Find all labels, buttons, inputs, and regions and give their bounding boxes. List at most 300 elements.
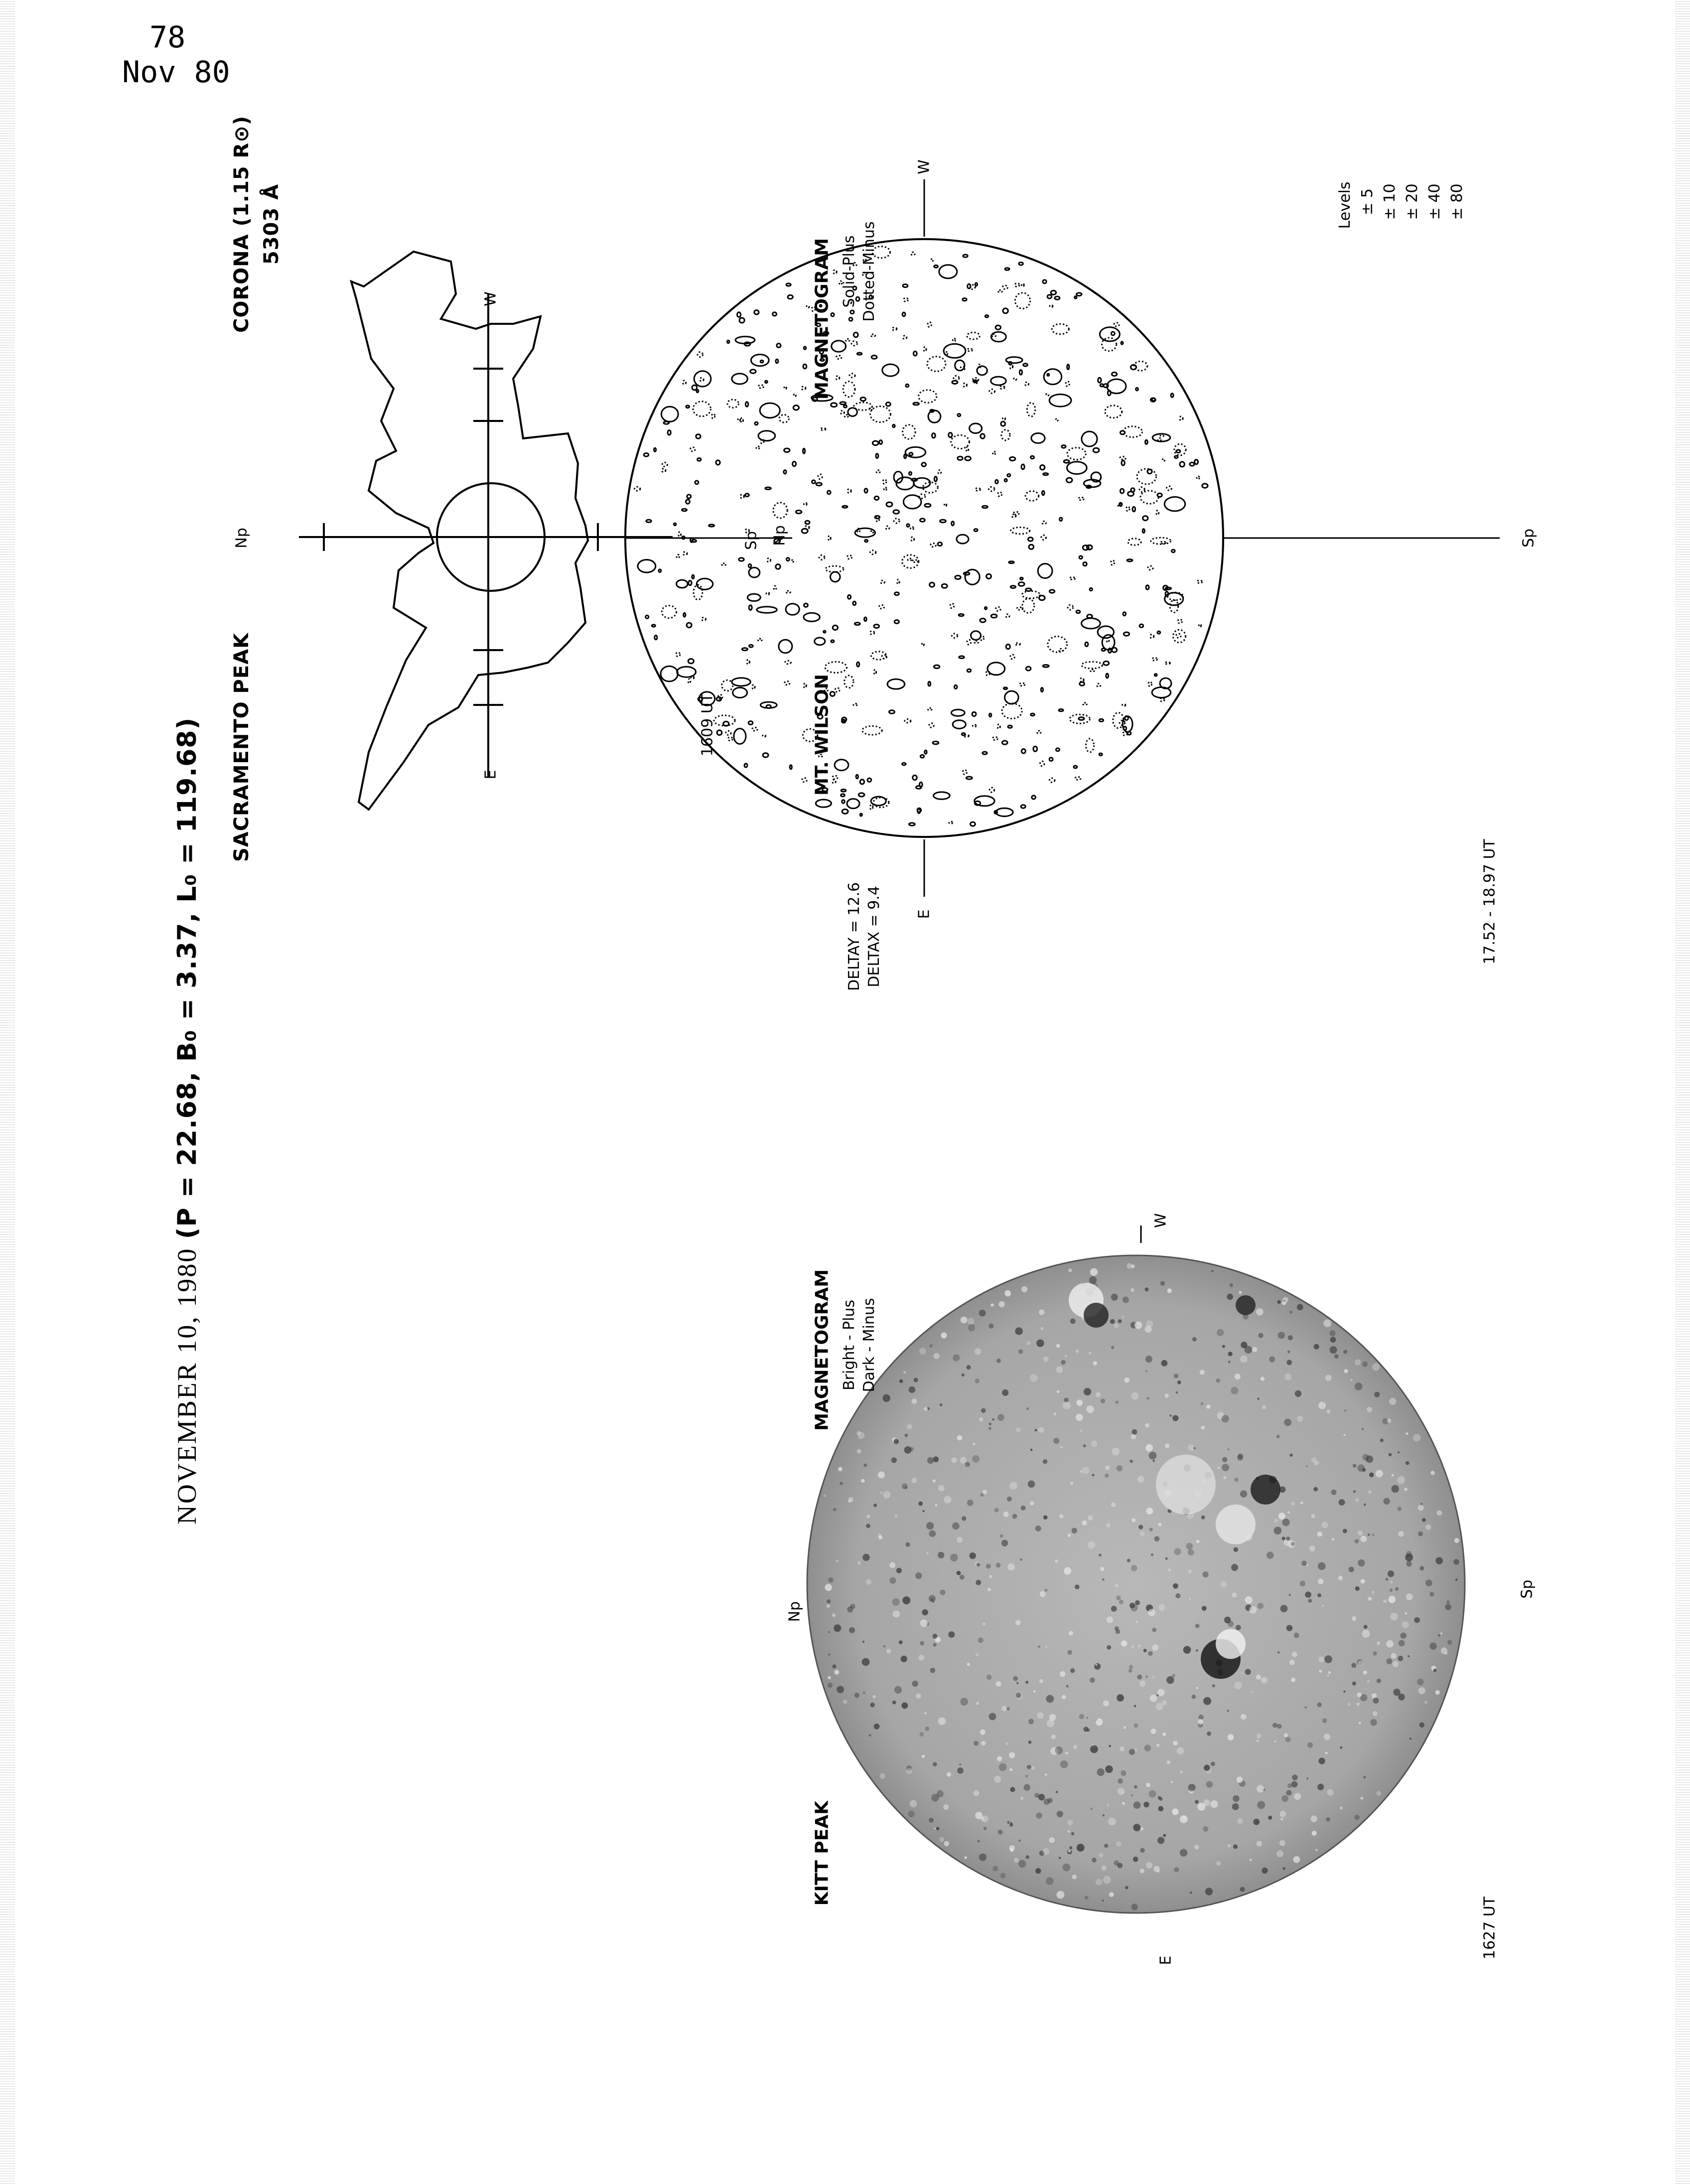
plus-polarity-speck bbox=[957, 1435, 963, 1441]
minus-polarity-speck bbox=[930, 1668, 936, 1673]
plus-polarity-speck bbox=[1010, 1848, 1014, 1852]
plus-polarity-speck bbox=[883, 1491, 891, 1499]
minus-polarity-speck bbox=[1349, 1567, 1354, 1572]
minus-polarity-speck bbox=[1090, 1808, 1093, 1810]
minus-polarity-speck bbox=[1418, 1531, 1423, 1536]
minus-polarity-speck bbox=[1147, 1397, 1149, 1399]
minus-polarity-speck bbox=[1343, 1529, 1347, 1533]
minus-polarity-speck bbox=[1038, 1645, 1040, 1648]
minus-polarity-speck bbox=[1018, 1840, 1020, 1842]
minus-polarity-speck bbox=[1429, 1642, 1436, 1649]
minus-polarity-speck bbox=[1268, 1816, 1272, 1820]
plus-polarity-speck bbox=[1158, 1604, 1165, 1611]
plus-polarity-speck bbox=[1441, 1647, 1447, 1654]
plus-polarity-speck bbox=[889, 1562, 895, 1568]
plus-polarity-speck bbox=[944, 1496, 951, 1503]
mtwilson-deltax: DELTAX = 9.4 bbox=[865, 886, 883, 987]
plus-polarity-speck bbox=[1001, 1706, 1007, 1711]
plus-polarity-speck bbox=[1056, 1344, 1060, 1348]
plus-polarity-speck bbox=[1196, 1687, 1198, 1689]
minus-polarity-speck bbox=[925, 1727, 929, 1731]
plus-polarity-speck bbox=[1082, 1467, 1090, 1474]
minus-polarity-speck bbox=[1282, 1518, 1290, 1526]
plus-polarity-speck bbox=[1124, 1377, 1129, 1383]
plus-polarity-speck bbox=[1189, 1598, 1191, 1600]
plus-polarity-speck bbox=[1146, 1782, 1150, 1787]
minus-polarity-speck bbox=[929, 1530, 936, 1537]
minus-polarity-speck bbox=[866, 1524, 870, 1528]
minus-polarity-speck bbox=[977, 1563, 980, 1566]
plus-polarity-speck bbox=[1076, 1350, 1079, 1353]
plus-polarity-speck bbox=[1086, 1405, 1094, 1413]
minus-polarity-speck bbox=[909, 1386, 915, 1393]
minus-polarity-speck bbox=[975, 1378, 980, 1383]
minus-polarity-speck bbox=[1408, 1655, 1409, 1657]
minus-polarity-speck bbox=[1069, 1846, 1072, 1849]
plus-polarity-speck bbox=[1257, 1841, 1262, 1846]
plus-polarity-speck bbox=[1390, 1613, 1398, 1621]
plus-polarity-speck bbox=[1114, 1324, 1119, 1329]
minus-polarity-speck bbox=[1063, 1864, 1071, 1872]
level-item: ± 80 bbox=[1448, 183, 1466, 220]
plus-polarity-speck bbox=[1262, 1405, 1266, 1409]
plus-polarity-speck bbox=[1088, 1515, 1093, 1521]
plus-polarity-speck bbox=[1406, 1594, 1413, 1601]
minus-polarity-speck bbox=[933, 1643, 937, 1646]
plus-polarity-speck bbox=[924, 1712, 927, 1715]
minus-polarity-speck bbox=[1227, 1294, 1233, 1300]
minus-polarity-speck bbox=[1206, 1781, 1213, 1787]
plus-polarity-speck bbox=[1165, 1444, 1169, 1448]
minus-polarity-speck bbox=[828, 1683, 833, 1688]
minus-polarity-speck bbox=[979, 1310, 986, 1317]
minus-polarity-speck bbox=[840, 1482, 843, 1485]
plus-polarity-speck bbox=[1107, 1617, 1113, 1623]
minus-polarity-speck bbox=[1085, 1896, 1089, 1900]
minus-polarity-speck bbox=[1060, 1761, 1068, 1769]
minus-polarity-speck bbox=[981, 1408, 986, 1413]
minus-polarity-speck bbox=[1097, 1769, 1105, 1776]
plus-polarity-speck bbox=[1274, 1519, 1278, 1522]
plus-polarity-speck bbox=[1150, 1695, 1157, 1702]
minus-polarity-speck bbox=[1059, 1857, 1061, 1859]
minus-polarity-speck bbox=[901, 1655, 907, 1662]
kittpeak-e-label: E bbox=[1157, 1955, 1175, 1965]
plus-polarity-speck bbox=[1201, 1426, 1205, 1429]
plus-polarity-speck bbox=[1060, 1446, 1063, 1449]
minus-polarity-speck bbox=[992, 1418, 994, 1421]
kittpeak-sp-label: Sp bbox=[1518, 1579, 1536, 1599]
minus-polarity-speck bbox=[1253, 1819, 1260, 1825]
plus-polarity-speck bbox=[1325, 1375, 1332, 1381]
minus-polarity-speck bbox=[1012, 1514, 1017, 1519]
plus-polarity-speck bbox=[965, 1856, 968, 1859]
minus-polarity-speck bbox=[967, 1500, 974, 1506]
minus-polarity-speck bbox=[1026, 1855, 1030, 1859]
minus-polarity-speck bbox=[1084, 1388, 1091, 1395]
plus-polarity-speck bbox=[886, 1649, 891, 1653]
minus-polarity-speck bbox=[1222, 1345, 1225, 1348]
plus-polarity-speck bbox=[935, 1504, 938, 1506]
plus-polarity-speck bbox=[983, 1623, 985, 1625]
plus-polarity-speck bbox=[1089, 1352, 1091, 1355]
minus-polarity-speck bbox=[1353, 1464, 1357, 1468]
minus-polarity-speck bbox=[1000, 1873, 1006, 1879]
plus-polarity-speck bbox=[1206, 1405, 1210, 1409]
minus-polarity-speck bbox=[847, 1607, 853, 1613]
plus-polarity-speck bbox=[1080, 1470, 1083, 1473]
plus-polarity-speck bbox=[961, 1317, 968, 1324]
plus-polarity-speck bbox=[1359, 1722, 1361, 1724]
minus-polarity-speck bbox=[1149, 1452, 1157, 1460]
plus-polarity-speck bbox=[1131, 1392, 1138, 1400]
minus-polarity-speck bbox=[870, 1703, 874, 1707]
plus-polarity-speck bbox=[960, 1457, 967, 1464]
minus-polarity-speck bbox=[1294, 1633, 1299, 1638]
minus-polarity-speck bbox=[1132, 1429, 1137, 1435]
minus-polarity-speck bbox=[1453, 1559, 1459, 1565]
minus-polarity-speck bbox=[1152, 1628, 1156, 1632]
plus-polarity-speck bbox=[941, 1332, 947, 1338]
minus-polarity-speck bbox=[1174, 1548, 1181, 1555]
minus-polarity-speck bbox=[1353, 1490, 1356, 1493]
minus-polarity-speck bbox=[1455, 1579, 1458, 1581]
minus-polarity-speck bbox=[1390, 1589, 1393, 1592]
minus-polarity-speck bbox=[1330, 1337, 1336, 1343]
plus-polarity-speck bbox=[1183, 1816, 1186, 1819]
minus-polarity-speck bbox=[1111, 1346, 1114, 1349]
plus-polarity-speck bbox=[1180, 1771, 1183, 1774]
minus-polarity-speck bbox=[1066, 1685, 1069, 1688]
minus-polarity-speck bbox=[1157, 1837, 1164, 1844]
minus-polarity-speck bbox=[1204, 1765, 1210, 1771]
plus-polarity-speck bbox=[1357, 1703, 1360, 1706]
plus-polarity-speck bbox=[1137, 1476, 1144, 1483]
plus-polarity-speck bbox=[1015, 1620, 1021, 1626]
minus-polarity-speck bbox=[1117, 1863, 1123, 1868]
minus-polarity-speck bbox=[1018, 1349, 1023, 1354]
minus-polarity-speck bbox=[1317, 1702, 1322, 1707]
minus-polarity-speck bbox=[1386, 1578, 1388, 1580]
minus-polarity-speck bbox=[1151, 1553, 1153, 1556]
minus-polarity-speck bbox=[1295, 1390, 1301, 1397]
minus-polarity-speck bbox=[906, 1542, 910, 1547]
minus-polarity-speck bbox=[862, 1554, 869, 1561]
minus-polarity-speck bbox=[1414, 1617, 1420, 1623]
minus-polarity-speck bbox=[1339, 1499, 1345, 1505]
plus-polarity-speck bbox=[920, 1620, 928, 1627]
plus-polarity-speck bbox=[1130, 1288, 1134, 1292]
minus-polarity-speck bbox=[1001, 1540, 1008, 1546]
plus-polarity-speck bbox=[1082, 1520, 1087, 1525]
plus-polarity-speck bbox=[1108, 1818, 1116, 1826]
minus-polarity-speck bbox=[936, 1827, 940, 1830]
plus-polarity-speck bbox=[903, 1371, 906, 1373]
minus-polarity-speck bbox=[862, 1640, 864, 1642]
plus-polarity-speck bbox=[951, 1458, 957, 1463]
plus-polarity-speck bbox=[1167, 1288, 1172, 1293]
plus-polarity-speck bbox=[895, 1514, 898, 1517]
minus-polarity-speck bbox=[862, 1658, 870, 1666]
plus-polarity-speck bbox=[1010, 1482, 1017, 1490]
minus-polarity-speck bbox=[892, 1701, 896, 1705]
minus-polarity-speck bbox=[1070, 1668, 1075, 1673]
minus-polarity-speck bbox=[1422, 1518, 1426, 1522]
minus-polarity-speck bbox=[1435, 1557, 1443, 1565]
minus-polarity-speck bbox=[1084, 1727, 1089, 1732]
plus-polarity-speck bbox=[1363, 1670, 1367, 1674]
plus-polarity-speck bbox=[1124, 1726, 1126, 1729]
minus-polarity-speck bbox=[1322, 1718, 1327, 1723]
minus-polarity-speck bbox=[1389, 1453, 1392, 1456]
plus-polarity-speck bbox=[1065, 1752, 1068, 1755]
minus-polarity-speck bbox=[1343, 1690, 1345, 1692]
plus-polarity-speck bbox=[933, 1480, 936, 1483]
plus-polarity-speck bbox=[1196, 1540, 1200, 1543]
plus-polarity-speck bbox=[1030, 1502, 1034, 1505]
minus-polarity-speck bbox=[976, 1580, 981, 1585]
minus-polarity-speck bbox=[999, 1534, 1003, 1538]
minus-polarity-speck bbox=[1205, 1888, 1213, 1895]
minus-polarity-speck bbox=[994, 1508, 999, 1512]
plus-polarity-speck bbox=[934, 1353, 940, 1359]
minus-polarity-speck bbox=[1135, 1600, 1140, 1605]
minus-polarity-speck bbox=[1304, 1706, 1307, 1709]
plus-polarity-speck bbox=[1057, 1390, 1060, 1393]
minus-polarity-speck bbox=[1343, 1350, 1347, 1354]
minus-polarity-speck bbox=[957, 1571, 961, 1575]
plus-polarity-speck bbox=[1057, 1891, 1065, 1899]
minus-polarity-speck bbox=[1133, 1857, 1138, 1862]
plus-polarity-speck bbox=[1391, 1653, 1397, 1658]
plus-polarity-speck bbox=[1383, 1600, 1387, 1603]
minus-polarity-speck bbox=[1160, 1281, 1165, 1286]
plus-polarity-speck bbox=[1045, 1646, 1047, 1648]
minus-polarity-speck bbox=[988, 1324, 993, 1329]
plus-polarity-speck bbox=[1257, 1734, 1262, 1739]
plus-polarity-speck bbox=[1027, 1342, 1031, 1346]
level-item: ± 5 bbox=[1359, 188, 1376, 215]
plus-polarity-speck bbox=[1135, 1621, 1138, 1623]
plus-polarity-speck bbox=[1153, 1866, 1159, 1872]
minus-polarity-speck bbox=[1013, 1676, 1018, 1681]
plus-polarity-speck bbox=[1239, 1291, 1242, 1294]
plus-polarity-speck bbox=[1088, 1541, 1095, 1549]
plus-polarity-speck bbox=[1060, 1671, 1065, 1677]
plus-polarity-speck bbox=[1232, 1593, 1237, 1598]
minus-polarity-speck bbox=[1192, 1337, 1197, 1342]
plus-polarity-speck bbox=[1067, 1820, 1073, 1826]
plus-polarity-speck bbox=[1072, 1875, 1077, 1880]
minus-polarity-speck bbox=[1158, 1806, 1164, 1811]
minus-polarity-speck bbox=[1144, 1745, 1151, 1752]
minus-polarity-speck bbox=[899, 1640, 903, 1644]
plus-polarity-speck bbox=[1367, 1680, 1370, 1683]
minus-polarity-speck bbox=[1363, 1454, 1369, 1461]
minus-polarity-speck bbox=[1240, 1491, 1247, 1498]
minus-polarity-speck bbox=[996, 1359, 1001, 1363]
minus-polarity-speck bbox=[1143, 1802, 1149, 1807]
minus-polarity-speck bbox=[1028, 1741, 1031, 1744]
plus-polarity-speck bbox=[1241, 1672, 1244, 1674]
plus-polarity-speck bbox=[1038, 1427, 1044, 1433]
minus-polarity-speck bbox=[1149, 1790, 1156, 1798]
plus-polarity-speck bbox=[1063, 1401, 1071, 1409]
minus-polarity-speck bbox=[863, 1464, 867, 1467]
minus-polarity-speck bbox=[1217, 1329, 1224, 1336]
minus-polarity-speck bbox=[962, 1516, 966, 1520]
minus-polarity-speck bbox=[1326, 1817, 1330, 1822]
plus-polarity-speck bbox=[939, 1717, 946, 1725]
minus-polarity-speck bbox=[1287, 1783, 1292, 1788]
plus-polarity-speck bbox=[1311, 1457, 1317, 1463]
plus-polarity-speck bbox=[1406, 1432, 1408, 1435]
plus-polarity-speck bbox=[1292, 1652, 1297, 1657]
minus-polarity-speck bbox=[1340, 1746, 1343, 1749]
minus-polarity-speck bbox=[1224, 1617, 1231, 1624]
minus-polarity-speck bbox=[1025, 1681, 1028, 1684]
minus-polarity-speck bbox=[1090, 1677, 1095, 1683]
minus-polarity-speck bbox=[1099, 1554, 1102, 1557]
minus-polarity-speck bbox=[986, 1675, 992, 1680]
minus-polarity-speck bbox=[984, 1827, 986, 1830]
plus-polarity-speck bbox=[1122, 1802, 1125, 1805]
minus-polarity-speck bbox=[1234, 1478, 1239, 1482]
minus-polarity-speck bbox=[1137, 1674, 1142, 1679]
minus-polarity-speck bbox=[1035, 1429, 1037, 1431]
minus-polarity-speck bbox=[908, 1810, 914, 1817]
minus-polarity-speck bbox=[1240, 1887, 1245, 1892]
plus-polarity-speck bbox=[1172, 1808, 1178, 1815]
minus-polarity-speck bbox=[1127, 1559, 1130, 1562]
minus-polarity-speck bbox=[1043, 1515, 1048, 1520]
minus-polarity-speck bbox=[828, 1577, 833, 1582]
plus-polarity-speck bbox=[893, 1611, 900, 1618]
minus-polarity-speck bbox=[1317, 1593, 1321, 1597]
plus-polarity-speck bbox=[1280, 1811, 1286, 1817]
minus-polarity-speck bbox=[1373, 1651, 1377, 1655]
plus-polarity-speck bbox=[1043, 1848, 1050, 1855]
plus-polarity-speck bbox=[827, 1604, 830, 1608]
minus-polarity-speck bbox=[1278, 1332, 1285, 1339]
minus-polarity-speck bbox=[1288, 1335, 1293, 1340]
minus-polarity-speck bbox=[920, 1732, 924, 1737]
minus-polarity-speck bbox=[1188, 1784, 1196, 1791]
minus-polarity-speck bbox=[1230, 1283, 1233, 1287]
minus-polarity-speck bbox=[1129, 1749, 1135, 1755]
plus-polarity-speck bbox=[934, 1827, 936, 1830]
minus-polarity-speck bbox=[992, 1866, 998, 1871]
plus-polarity-speck bbox=[1021, 1286, 1027, 1292]
minus-polarity-speck bbox=[874, 1724, 880, 1730]
minus-polarity-speck bbox=[1233, 1844, 1238, 1849]
plus-polarity-speck bbox=[1080, 1430, 1082, 1432]
minus-polarity-speck bbox=[1129, 1603, 1135, 1608]
plus-polarity-speck bbox=[1217, 1467, 1220, 1470]
minus-polarity-speck bbox=[1258, 1398, 1260, 1400]
plus-polarity-speck bbox=[1278, 1512, 1285, 1519]
minus-polarity-speck bbox=[957, 1768, 964, 1774]
minus-polarity-speck bbox=[1116, 1630, 1120, 1634]
minus-polarity-speck bbox=[1089, 1276, 1097, 1284]
plus-polarity-speck bbox=[1140, 1531, 1145, 1536]
minus-polarity-speck bbox=[970, 1552, 976, 1559]
plus-polarity-speck bbox=[1324, 1734, 1330, 1740]
minus-polarity-speck bbox=[828, 1653, 830, 1655]
minus-polarity-speck bbox=[1116, 1401, 1119, 1404]
minus-polarity-speck bbox=[902, 1484, 908, 1490]
plus-polarity-speck bbox=[1033, 1690, 1036, 1693]
minus-polarity-speck bbox=[1175, 1593, 1180, 1598]
minus-polarity-speck bbox=[1397, 1507, 1402, 1511]
plus-polarity-speck bbox=[1252, 1347, 1257, 1352]
minus-polarity-speck bbox=[1445, 1604, 1451, 1611]
plus-polarity-speck bbox=[1162, 1733, 1166, 1736]
minus-polarity-speck bbox=[1134, 1705, 1136, 1707]
minus-polarity-speck bbox=[1401, 1633, 1407, 1638]
minus-polarity-speck bbox=[931, 1598, 934, 1601]
plus-polarity-speck bbox=[1194, 1845, 1199, 1850]
minus-polarity-speck bbox=[1156, 1694, 1159, 1697]
plus-polarity-speck bbox=[983, 1490, 987, 1495]
minus-polarity-speck bbox=[1330, 1346, 1337, 1354]
plus-polarity-speck bbox=[1062, 1695, 1066, 1699]
plus-polarity-speck bbox=[912, 1478, 917, 1483]
plus-polarity-speck bbox=[987, 1588, 991, 1592]
minus-polarity-speck bbox=[1380, 1439, 1384, 1442]
minus-polarity-speck bbox=[1196, 1649, 1198, 1652]
minus-polarity-speck bbox=[1286, 1625, 1293, 1632]
minus-polarity-speck bbox=[1405, 1553, 1413, 1561]
minus-polarity-speck bbox=[960, 1575, 965, 1580]
minus-polarity-speck bbox=[1277, 1651, 1280, 1653]
plus-polarity-speck bbox=[1276, 1850, 1283, 1857]
minus-polarity-speck bbox=[1195, 1800, 1199, 1804]
minus-polarity-speck bbox=[1027, 1765, 1031, 1770]
minus-polarity-speck bbox=[1172, 1415, 1178, 1421]
minus-polarity-speck bbox=[1438, 1635, 1440, 1637]
plus-polarity-speck bbox=[1361, 1579, 1365, 1584]
minus-polarity-speck bbox=[1103, 1814, 1105, 1817]
minus-polarity-speck bbox=[1154, 1536, 1160, 1542]
minus-polarity-speck bbox=[1092, 1858, 1097, 1863]
minus-polarity-speck bbox=[986, 1564, 991, 1569]
plus-polarity-speck bbox=[1115, 1584, 1119, 1588]
page-number: 78 bbox=[149, 20, 186, 55]
plus-polarity-speck bbox=[1152, 1644, 1158, 1651]
plus-polarity-speck bbox=[1003, 1511, 1009, 1517]
plus-polarity-speck bbox=[1261, 1377, 1265, 1381]
minus-polarity-speck bbox=[909, 1447, 914, 1451]
minus-polarity-speck bbox=[1291, 1542, 1295, 1546]
minus-polarity-speck bbox=[1364, 1503, 1366, 1506]
plus-polarity-speck bbox=[1095, 1664, 1097, 1666]
plus-polarity-speck bbox=[919, 1348, 926, 1355]
minus-polarity-speck bbox=[1030, 1449, 1033, 1451]
corona-time: 1609 UT bbox=[699, 693, 716, 757]
minus-polarity-speck bbox=[922, 1609, 928, 1615]
plus-polarity-speck bbox=[1327, 1789, 1333, 1796]
minus-polarity-speck bbox=[1134, 1723, 1138, 1728]
plus-polarity-speck bbox=[1005, 1290, 1011, 1297]
minus-polarity-speck bbox=[894, 1439, 899, 1444]
corona-station: SACRAMENTO PEAK bbox=[230, 632, 253, 862]
minus-polarity-speck bbox=[1288, 1594, 1291, 1596]
plus-polarity-speck bbox=[1340, 1806, 1343, 1810]
plus-polarity-speck bbox=[1146, 1507, 1153, 1514]
plus-polarity-speck bbox=[1256, 1675, 1261, 1680]
plus-polarity-speck bbox=[1237, 1818, 1243, 1824]
